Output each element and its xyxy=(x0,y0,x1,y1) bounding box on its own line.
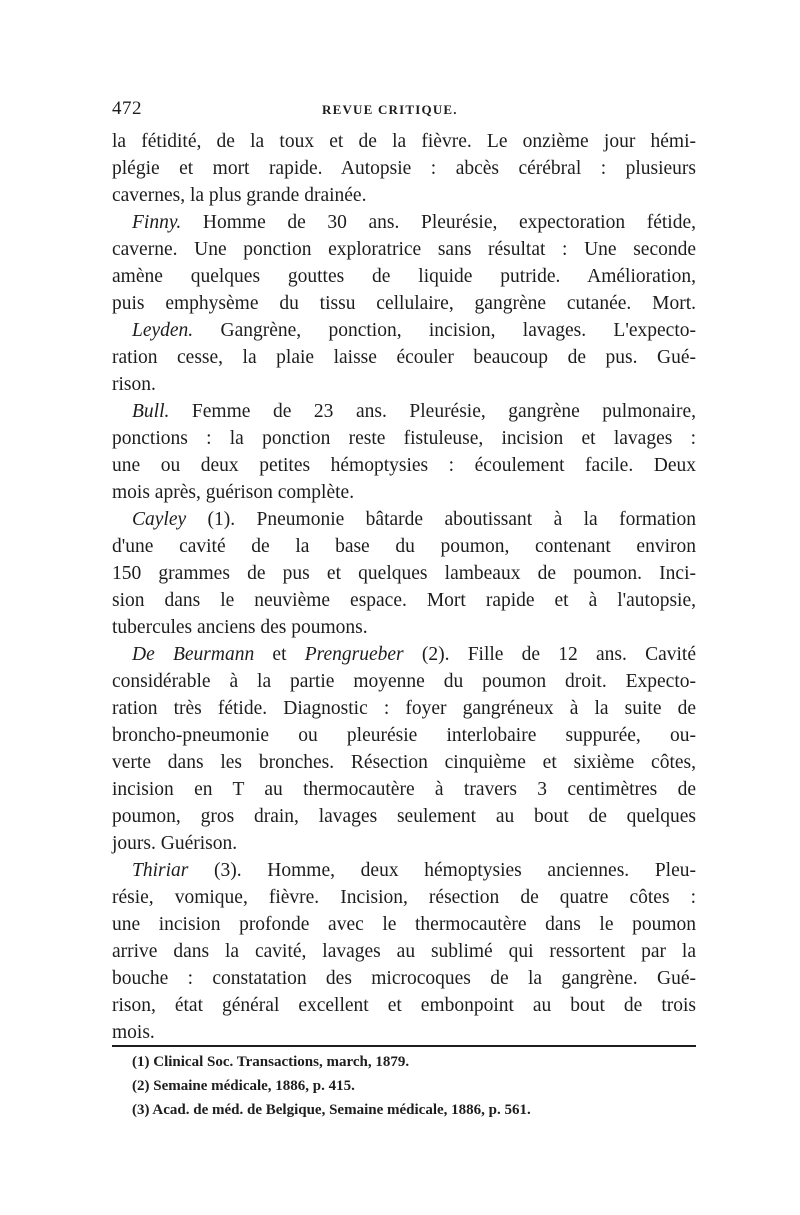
text-line: mois après, guérison complète. xyxy=(112,482,355,503)
author-name: Thiriar xyxy=(132,860,189,881)
footnote-1: (1) Clinical Soc. Transactions, march, 1879. xyxy=(132,1054,410,1070)
text-line: poumon, gros drain, lavages seulement au bout de quelques xyxy=(112,806,696,827)
running-title: REVUE CRITIQUE. xyxy=(322,102,458,117)
text-line: ration très fétide. Diagnostic : foyer gangréneux à la suite de xyxy=(112,698,696,719)
text-line: bouche : constatation des microcoques de la gangrène. Gué- xyxy=(112,968,696,989)
page-header xyxy=(112,98,696,126)
text-line: une ou deux petites hémoptysies : écoulement facile. Deux xyxy=(112,455,696,476)
author-name: Finny. xyxy=(132,212,182,233)
text-line xyxy=(112,209,696,236)
text-line: puis emphysème du tissu cellulaire, gangrène cutanée. Mort. xyxy=(112,293,696,314)
text-line: 150 grammes de pus et quelques lambeaux de poumon. Inci- xyxy=(112,563,696,584)
text-line: une incision profonde avec le thermocautère dans le poumon xyxy=(112,914,696,935)
text-line: ration cesse, la plaie laisse écouler beaucoup de pus. Gué- xyxy=(112,347,696,368)
line-text: (3). Homme, deux hémoptysies anciennes. Pleu- xyxy=(188,860,696,881)
text-line: jours. Guérison. xyxy=(112,833,238,854)
text-line: d'une cavité de la base du poumon, contenant environ xyxy=(112,536,696,557)
text-line: rison. xyxy=(112,374,156,395)
text-line xyxy=(112,641,696,668)
text-line: arrive dans la cavité, lavages au sublimé qui ressortent par la xyxy=(112,941,696,962)
line-text: (2). Fille de 12 ans. Cavité xyxy=(403,644,696,665)
body-text xyxy=(112,128,696,1046)
line-text: Femme de 23 ans. Pleurésie, gangrène pulmonaire, xyxy=(169,401,696,422)
author-name: Leyden. xyxy=(132,320,194,341)
line-text: Homme de 30 ans. Pleurésie, expectoration fétide, xyxy=(181,212,696,233)
footnote-divider xyxy=(112,1045,696,1047)
text-line: considérable à la partie moyenne du poumon droit. Expecto- xyxy=(112,671,696,692)
author-name: De Beurmann xyxy=(132,644,255,665)
line-text: (1). Pneumonie bâtarde aboutissant à la formation xyxy=(186,509,696,530)
footnotes xyxy=(132,1050,696,1122)
text-line: broncho-pneumonie ou pleurésie interlobaire suppurée, ou- xyxy=(112,725,696,746)
page-number: 472 xyxy=(112,98,142,119)
author-name: Bull. xyxy=(132,401,170,422)
text-line: résie, vomique, fièvre. Incision, résection de quatre côtes : xyxy=(112,887,696,908)
text-line xyxy=(112,398,696,425)
text-line: ponctions : la ponction reste fistuleuse, incision et lavages : xyxy=(112,428,696,449)
footnote-3: (3) Acad. de méd. de Belgique, Semaine médicale, 1886, p. 561. xyxy=(132,1102,531,1118)
footnote-2: (2) Semaine médicale, 1886, p. 415. xyxy=(132,1078,355,1094)
text-line: rison, état général excellent et embonpoint au bout de trois xyxy=(112,995,696,1016)
text-line xyxy=(112,506,696,533)
author-name: Cayley xyxy=(132,509,187,530)
author-name: Prengrueber xyxy=(304,644,404,665)
text-line: tubercules anciens des poumons. xyxy=(112,617,368,638)
text-line: plégie et mort rapide. Autopsie : abcès cérébral : plusieurs xyxy=(112,158,696,179)
text-line: caverne. Une ponction exploratrice sans résultat : Une seconde xyxy=(112,239,696,260)
text-line: verte dans les bronches. Résection cinquième et sixième côtes, xyxy=(112,752,696,773)
text-line: cavernes, la plus grande drainée. xyxy=(112,185,367,206)
text-line: incision en T au thermocautère à travers 3 centimètres de xyxy=(112,779,696,800)
text-line xyxy=(112,857,696,884)
line-text: Gangrène, ponction, incision, lavages. L'expecto- xyxy=(193,320,696,341)
text-line xyxy=(112,317,696,344)
text-line: sion dans le neuvième espace. Mort rapide et à l'autopsie, xyxy=(112,590,696,611)
author-connector: et xyxy=(254,644,305,665)
text-line: mois. xyxy=(112,1022,155,1043)
text-line: amène quelques gouttes de liquide putride. Amélioration, xyxy=(112,266,696,287)
text-line: la fétidité, de la toux et de la fièvre. Le onzième jour hémi- xyxy=(112,131,696,152)
